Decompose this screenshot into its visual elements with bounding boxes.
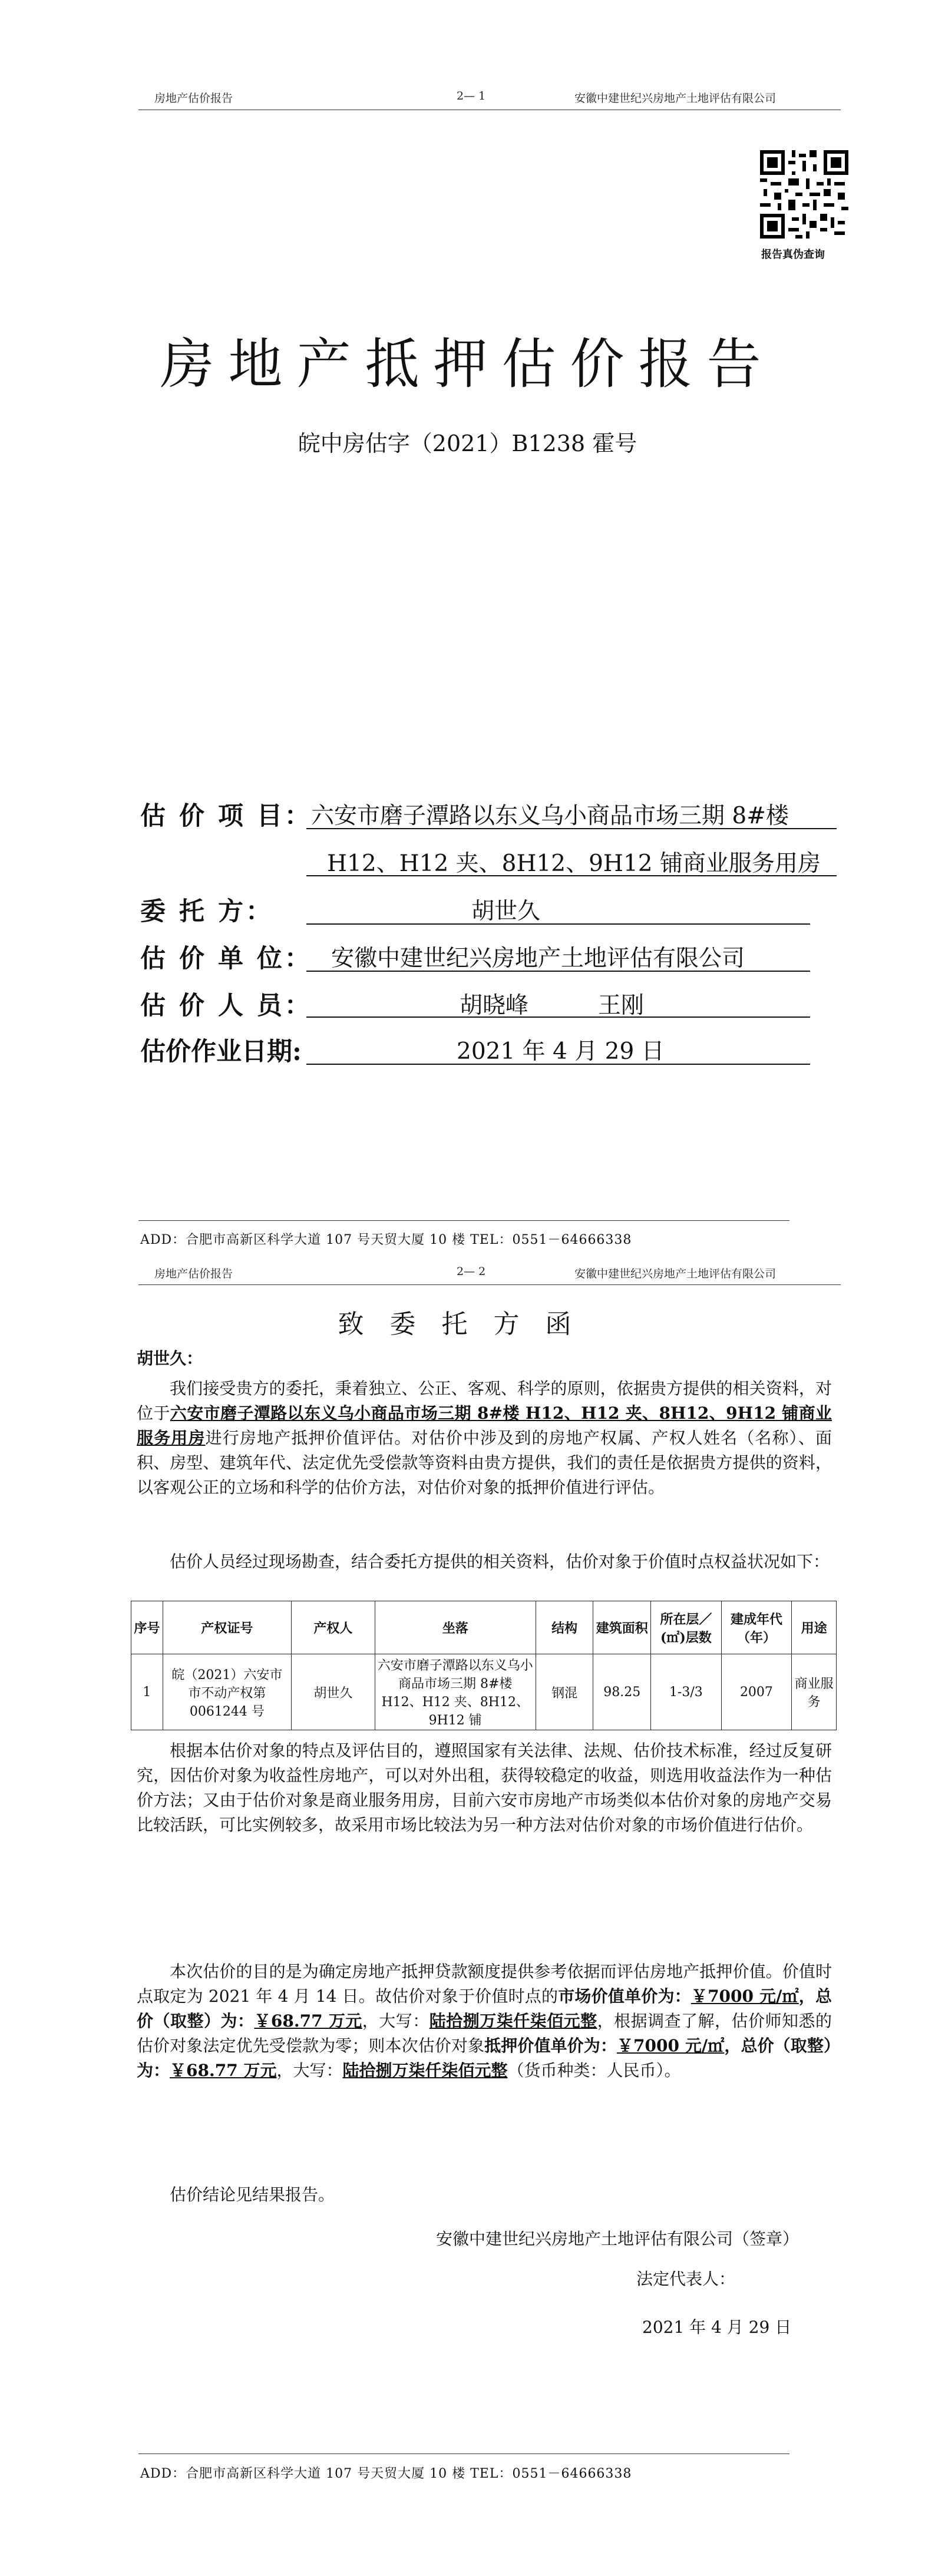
signature-company: 安徽中建世纪兴房地产土地评估有限公司（签章） [436, 2229, 799, 2249]
date-value: 2021 年 4 月 29 日 [457, 1038, 665, 1065]
table-header-cell: 坐落 [375, 1601, 536, 1654]
table-header-cell: 结构 [536, 1601, 593, 1654]
table-cell: 钢混 [536, 1654, 593, 1730]
paragraph-5: 估价结论见结果报告。 [170, 2185, 335, 2204]
paragraph-4 [137, 1959, 832, 2083]
client-label: 委 托 方： [140, 897, 273, 926]
mortgage-total-label: ，总价（取整）为： [137, 2036, 832, 2080]
page2-header-rule [138, 1284, 841, 1285]
table-cell: 1-3/3 [651, 1654, 722, 1730]
project-value-line1: 六安市磨子潭路以东义乌小商品市场三期 8#楼 [311, 803, 789, 829]
table-header-cell: 产权证号 [163, 1601, 291, 1654]
unit-label: 估 价 单 位： [140, 944, 312, 974]
market-total-capital: 陆拾捌万柒仟柒佰元整 [429, 2011, 597, 2031]
unit-underline [306, 971, 810, 972]
table-header-cell: 建筑面积 [593, 1601, 651, 1654]
qr-code-icon[interactable] [760, 150, 848, 239]
mortgage-total-price: ￥68.77 万元 [170, 2061, 277, 2080]
paragraph-1-body: 进行房地产抵押价值评估。对估价中涉及到的房地产权属、产权人姓名（名称）、面积、房型、建筑年代、法定优先受偿款等资料由贵方提供，我们的责任是依据贵方提供的资料，以客观公正的立场和科学的估价方法，对估价对象的抵押价值进行评估。 [137, 1428, 832, 1497]
market-total-price: ￥68.77 万元 [254, 2011, 362, 2031]
table-header-cell: 产权人 [292, 1601, 375, 1654]
table-header-cell: 序号 [131, 1601, 163, 1654]
paragraph-2: 估价人员经过现场勘查，结合委托方提供的相关资料，估价对象于价值时点权益状况如下： [170, 1552, 830, 1571]
salutation: 胡世久： [137, 1349, 203, 1368]
project-underline-2 [306, 875, 837, 876]
qr-caption: 报告真伪查询 [761, 249, 825, 261]
table-cell: 胡世久 [292, 1654, 375, 1730]
table-row [131, 1654, 837, 1730]
table-cell: 2007 [721, 1654, 792, 1730]
page2-header-right: 安徽中建世纪兴房地产土地评估有限公司 [574, 1267, 777, 1280]
market-total-label: ，总价（取整）为： [137, 1986, 832, 2031]
page1-footer: ADD：合肥市高新区科学大道 107 号天贸大厦 10 楼 TEL：0551－64666338 [140, 1233, 632, 1247]
page1-header-page-number: 2— 1 [457, 90, 486, 102]
page1-header-right: 安徽中建世纪兴房地产土地评估有限公司 [574, 92, 777, 105]
table-header-cell: 用途 [792, 1601, 837, 1654]
market-unit-price: ￥7000 元/㎡ [690, 1986, 799, 2006]
page2-header-left: 房地产估价报告 [154, 1267, 233, 1280]
table-cell: 1 [131, 1654, 163, 1730]
signature-legal-rep: 法定代表人： [636, 2269, 736, 2289]
report-title: 房地产抵押估价报告 [160, 333, 775, 396]
report-number: 皖中房估字（2021）B1238 霍号 [298, 431, 637, 456]
personnel-underline [306, 1017, 810, 1018]
date-underline [306, 1064, 810, 1065]
project-value-line2: H12、H12 夹、8H12、9H12 铺商业服务用房 [327, 850, 821, 877]
table-header-cell: 所在层／(㎡)层数 [651, 1601, 722, 1654]
table-cell: 98.25 [593, 1654, 651, 1730]
letter-title: 致委托方函 [338, 1309, 597, 1339]
market-value-label: 市场价值单价为： [558, 1986, 691, 2006]
client-value: 胡世久 [471, 898, 541, 925]
date-label: 估价作业日期: [140, 1037, 302, 1067]
property-location: 六安市磨子潭路以东义乌小商品市场三期 8#楼 H12、H12 夹、8H12、9H12 铺商业服务用房 [137, 1403, 832, 1448]
table-header-row [131, 1601, 837, 1654]
mortgage-unit-price: ￥7000 元/㎡ [616, 2036, 725, 2055]
unit-value: 安徽中建世纪兴房地产土地评估有限公司 [331, 945, 745, 972]
project-underline-1 [306, 828, 837, 829]
mortgage-capital-label: ，大写： [276, 2061, 343, 2080]
table-cell: 商业服务 [792, 1654, 837, 1730]
currency-note: （货币种类：人民币）。 [507, 2061, 681, 2080]
mortgage-value-label: 抵押价值单价为： [484, 2036, 617, 2055]
personnel-value-1: 胡晓峰 [460, 992, 529, 1019]
client-underline [306, 923, 810, 925]
paragraph-4-middle: ，根据调查了解，估价师知悉的估价对象法定优先受偿款为零；则本次估价对象 [137, 2011, 832, 2055]
page2-header-page-number: 2— 2 [457, 1265, 486, 1278]
mortgage-total-capital: 陆拾捌万柒仟柒佰元整 [342, 2061, 508, 2080]
project-label: 估 价 项 目： [140, 802, 312, 831]
table-header-cell: 建成年代（年） [721, 1601, 792, 1654]
personnel-value-2: 王刚 [598, 992, 645, 1019]
paragraph-1 [137, 1376, 832, 1500]
property-table [131, 1601, 837, 1730]
market-capital-label: ，大写： [362, 2011, 429, 2031]
paragraph-4-intro: 本次估价的目的是为确定房地产抵押贷款额度提供参考依据而评估房地产抵押价值。价值时点取定为 2021 年 4 月 14 日。故估价对象于价值时点的 [137, 1962, 832, 2006]
page1-footer-rule [138, 1220, 789, 1221]
paragraph-1-intro: 我们接受贵方的委托，秉着独立、公正、客观、科学的原则，依据贵方提供的相关资料，对位于 [137, 1379, 832, 1423]
page1-header-left: 房地产估价报告 [154, 92, 233, 105]
signature-date: 2021 年 4 月 29 日 [642, 2317, 792, 2337]
paragraph-3: 根据本估价对象的特点及评估目的，遵照国家有关法律、法规、估价技术标准，经过反复研究，因估价对象为收益性房地产，可以对外出租，获得较稳定的收益，则选用收益法作为一种估价方法；又由于估价对象是商业服务用房，目前六安市房地产市场类似本估价对象的房地产交易比较活跃，可比实例较多，故采用市场比较法为另一种方法对估价对象的市场价值进行估价。 [137, 1741, 832, 1835]
personnel-label: 估 价 人 员： [140, 991, 312, 1021]
table-cell: 六安市磨子潭路以东义乌小商品市场三期 8#楼 H12、H12 夹、8H12、9H12 铺 [375, 1654, 536, 1730]
page2-footer: ADD：合肥市高新区科学大道 107 号天贸大厦 10 楼 TEL：0551－64666338 [140, 2466, 632, 2481]
table-cell: 皖（2021）六安市市不动产权第 0061244 号 [163, 1654, 291, 1730]
